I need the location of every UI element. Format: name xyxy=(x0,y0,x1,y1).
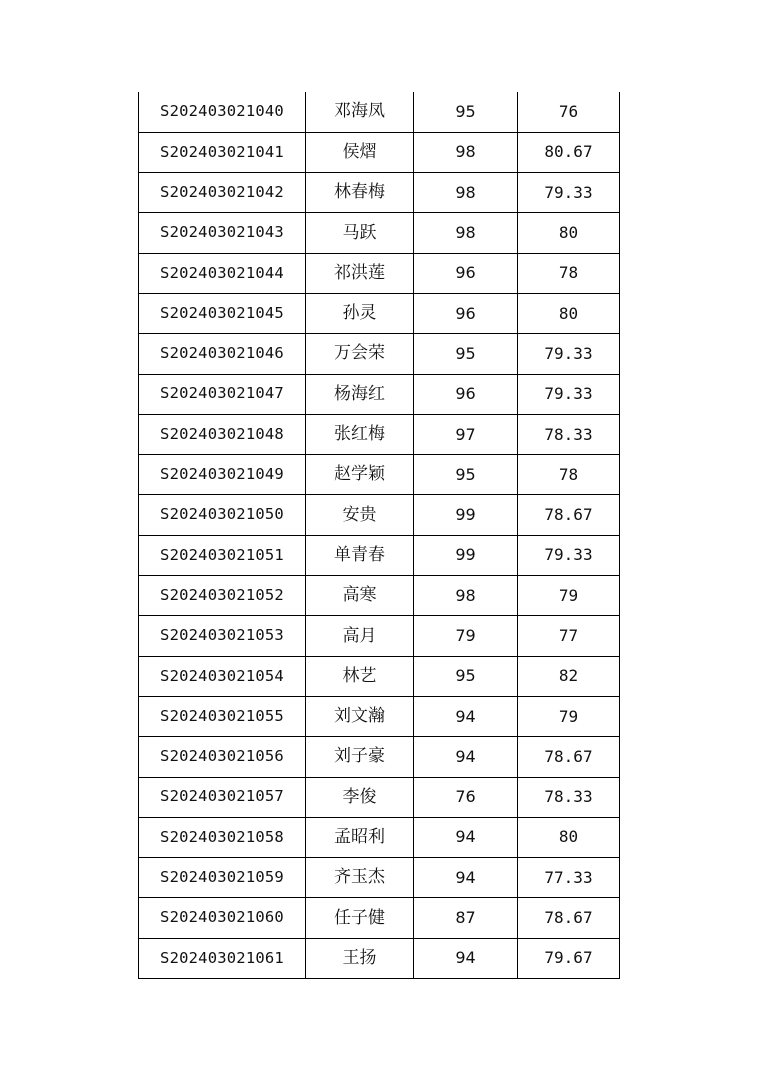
student-name-cell: 刘文瀚 xyxy=(306,696,414,736)
average-score-cell: 76 xyxy=(518,92,620,132)
student-id-cell: S202403021041 xyxy=(139,132,306,172)
score-cell: 96 xyxy=(414,253,518,293)
average-score-cell: 79.33 xyxy=(518,173,620,213)
student-name-cell: 侯熠 xyxy=(306,132,414,172)
table-row xyxy=(139,858,620,898)
score-table xyxy=(138,92,620,979)
table-row xyxy=(139,817,620,857)
table-row xyxy=(139,253,620,293)
score-cell: 98 xyxy=(414,132,518,172)
score-cell: 76 xyxy=(414,777,518,817)
student-id-cell: S202403021056 xyxy=(139,737,306,777)
student-id-cell: S202403021054 xyxy=(139,656,306,696)
student-name-cell: 单青春 xyxy=(306,535,414,575)
student-id-cell: S202403021045 xyxy=(139,293,306,333)
table-row xyxy=(139,173,620,213)
table-row xyxy=(139,293,620,333)
score-cell: 79 xyxy=(414,616,518,656)
student-name-cell: 高寒 xyxy=(306,576,414,616)
student-name-cell: 万会荣 xyxy=(306,334,414,374)
score-cell: 94 xyxy=(414,938,518,978)
score-cell: 94 xyxy=(414,696,518,736)
score-cell: 95 xyxy=(414,334,518,374)
score-cell: 94 xyxy=(414,817,518,857)
student-id-cell: S202403021043 xyxy=(139,213,306,253)
student-name-cell: 孟昭利 xyxy=(306,817,414,857)
score-cell: 94 xyxy=(414,737,518,777)
student-name-cell: 邓海凤 xyxy=(306,92,414,132)
table-row xyxy=(139,535,620,575)
student-name-cell: 张红梅 xyxy=(306,414,414,454)
student-name-cell: 刘子豪 xyxy=(306,737,414,777)
student-id-cell: S202403021048 xyxy=(139,414,306,454)
score-cell: 98 xyxy=(414,576,518,616)
student-name-cell: 李俊 xyxy=(306,777,414,817)
student-name-cell: 祁洪莲 xyxy=(306,253,414,293)
score-cell: 97 xyxy=(414,414,518,454)
student-id-cell: S202403021047 xyxy=(139,374,306,414)
average-score-cell: 79.33 xyxy=(518,374,620,414)
student-name-cell: 齐玉杰 xyxy=(306,858,414,898)
table-row xyxy=(139,938,620,978)
student-name-cell: 赵学颖 xyxy=(306,455,414,495)
table-row xyxy=(139,656,620,696)
average-score-cell: 79.33 xyxy=(518,535,620,575)
table-row xyxy=(139,374,620,414)
score-cell: 95 xyxy=(414,455,518,495)
score-cell: 87 xyxy=(414,898,518,938)
score-cell: 99 xyxy=(414,535,518,575)
average-score-cell: 79.67 xyxy=(518,938,620,978)
average-score-cell: 78 xyxy=(518,253,620,293)
average-score-cell: 79 xyxy=(518,696,620,736)
student-id-cell: S202403021059 xyxy=(139,858,306,898)
student-name-cell: 王扬 xyxy=(306,938,414,978)
table-row xyxy=(139,414,620,454)
student-id-cell: S202403021051 xyxy=(139,535,306,575)
table-row xyxy=(139,576,620,616)
table-row xyxy=(139,777,620,817)
average-score-cell: 79.33 xyxy=(518,334,620,374)
score-cell: 95 xyxy=(414,92,518,132)
student-name-cell: 杨海红 xyxy=(306,374,414,414)
average-score-cell: 77.33 xyxy=(518,858,620,898)
score-cell: 98 xyxy=(414,213,518,253)
average-score-cell: 82 xyxy=(518,656,620,696)
student-id-cell: S202403021055 xyxy=(139,696,306,736)
average-score-cell: 78.67 xyxy=(518,495,620,535)
table-row xyxy=(139,495,620,535)
average-score-cell: 80.67 xyxy=(518,132,620,172)
score-cell: 95 xyxy=(414,656,518,696)
table-row xyxy=(139,898,620,938)
student-name-cell: 林艺 xyxy=(306,656,414,696)
student-name-cell: 高月 xyxy=(306,616,414,656)
student-id-cell: S202403021040 xyxy=(139,92,306,132)
student-name-cell: 安贵 xyxy=(306,495,414,535)
score-cell: 99 xyxy=(414,495,518,535)
average-score-cell: 80 xyxy=(518,817,620,857)
average-score-cell: 78.33 xyxy=(518,414,620,454)
score-cell: 96 xyxy=(414,293,518,333)
student-name-cell: 马跃 xyxy=(306,213,414,253)
average-score-cell: 80 xyxy=(518,293,620,333)
student-name-cell: 孙灵 xyxy=(306,293,414,333)
table-row xyxy=(139,92,620,132)
student-id-cell: S202403021053 xyxy=(139,616,306,656)
student-id-cell: S202403021057 xyxy=(139,777,306,817)
student-id-cell: S202403021052 xyxy=(139,576,306,616)
average-score-cell: 79 xyxy=(518,576,620,616)
table-row xyxy=(139,616,620,656)
student-id-cell: S202403021058 xyxy=(139,817,306,857)
table-row xyxy=(139,737,620,777)
student-id-cell: S202403021046 xyxy=(139,334,306,374)
student-name-cell: 林春梅 xyxy=(306,173,414,213)
student-id-cell: S202403021044 xyxy=(139,253,306,293)
student-id-cell: S202403021049 xyxy=(139,455,306,495)
score-cell: 98 xyxy=(414,173,518,213)
student-id-cell: S202403021050 xyxy=(139,495,306,535)
table-body xyxy=(139,92,620,979)
score-cell: 94 xyxy=(414,858,518,898)
average-score-cell: 78.33 xyxy=(518,777,620,817)
student-id-cell: S202403021042 xyxy=(139,173,306,213)
table-row xyxy=(139,696,620,736)
average-score-cell: 78.67 xyxy=(518,898,620,938)
student-id-cell: S202403021061 xyxy=(139,938,306,978)
average-score-cell: 77 xyxy=(518,616,620,656)
average-score-cell: 78 xyxy=(518,455,620,495)
average-score-cell: 80 xyxy=(518,213,620,253)
average-score-cell: 78.67 xyxy=(518,737,620,777)
table-row xyxy=(139,213,620,253)
student-name-cell: 任子健 xyxy=(306,898,414,938)
table-row xyxy=(139,132,620,172)
table-row xyxy=(139,455,620,495)
student-id-cell: S202403021060 xyxy=(139,898,306,938)
table-row xyxy=(139,334,620,374)
score-cell: 96 xyxy=(414,374,518,414)
